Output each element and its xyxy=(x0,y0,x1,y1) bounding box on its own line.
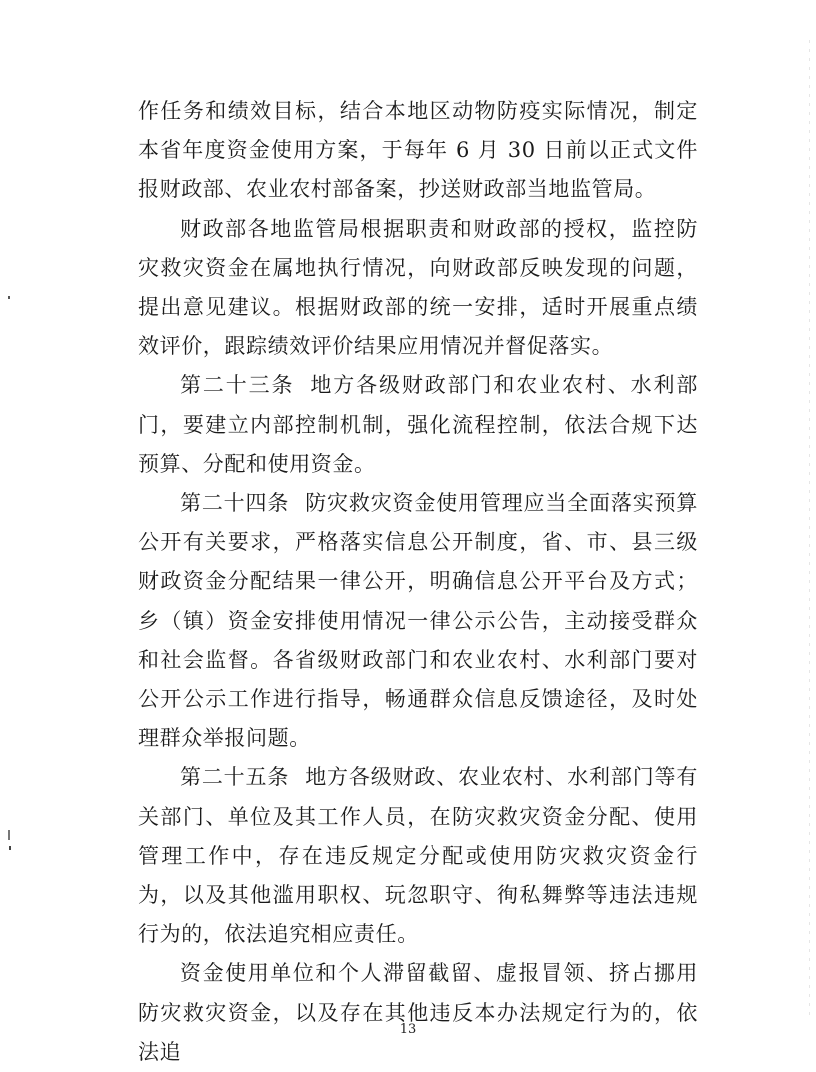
document-body xyxy=(138,92,698,1072)
paragraph-text: 地方各级财政、农业农村、水利部门等有关部门、单位及其工作人员，在防灾救灾资金分配、使用管理工作中，存在违反规定分配或使用防灾救灾资金行为，以及其他滥用职权、玩忽职守、徇私舞弊等违法违规行为的，依法追究相应责任。 xyxy=(138,765,698,947)
paragraph-text: 资金使用单位和个人滞留截留、虚报冒领、挤占挪用防灾救灾资金，以及存在其他违反本办法规定行为的，依法追 xyxy=(138,961,698,1064)
scan-speck xyxy=(8,830,10,840)
paragraph-text: 财政部各地监管局根据职责和财政部的授权，监控防灾救灾资金在属地执行情况，向财政部反映发现的问题，提出意见建议。根据财政部的统一安排，适时开展重点绩效评价，跟踪绩效评价结果应用情况并督促落实。 xyxy=(138,216,698,359)
article-paragraph xyxy=(138,366,698,484)
article-number: 第二十三条 xyxy=(180,373,295,398)
scan-speck xyxy=(8,296,10,299)
article-paragraph xyxy=(138,484,698,758)
paragraph xyxy=(138,92,698,210)
paragraph xyxy=(138,954,698,1072)
article-number: 第二十五条 xyxy=(180,765,290,790)
paragraph-text: 防灾救灾资金使用管理应当全面落实预算公开有关要求，严格落实信息公开制度，省、市、县三级财政资金分配结果一律公开，明确信息公开平台及方式；乡（镇）资金安排使用情况一律公示公告，主动接受群众和社会监督。各省级财政部门和农业农村、水利部门要对公开公示工作进行指导，畅通群众信息反馈途径，及时处理群众举报问题。 xyxy=(138,491,698,751)
scan-speck xyxy=(9,846,11,850)
paragraph-text: 作任务和绩效目标，结合本地区动物防疫实际情况，制定本省年度资金使用方案，于每年 6 月 30 日前以正式文件报财政部、农业农村部备案，抄送财政部当地监管局。 xyxy=(138,99,698,202)
paragraph xyxy=(138,210,698,367)
article-number: 第二十四条 xyxy=(180,491,290,516)
paragraph-text: 地方各级财政部门和农业农村、水利部门，要建立内部控制机制，强化流程控制，依法合规下达预算、分配和使用资金。 xyxy=(138,373,699,476)
article-paragraph xyxy=(138,758,698,954)
scan-edge-artifact xyxy=(809,40,810,1020)
page-number: 13 xyxy=(399,1022,417,1037)
